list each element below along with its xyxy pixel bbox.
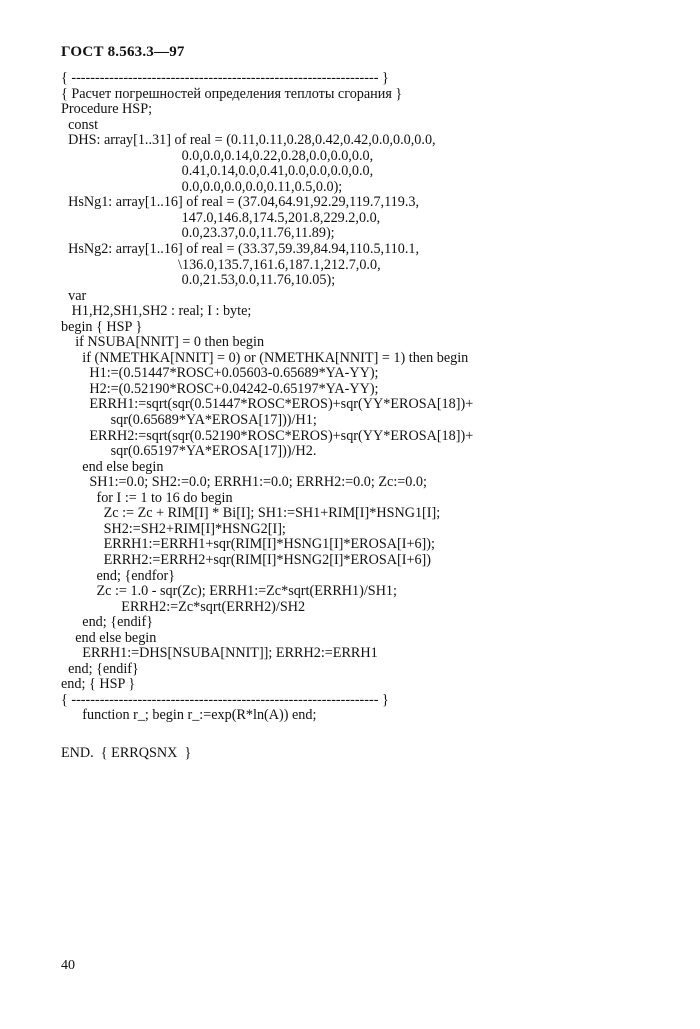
- code-line: Procedure HSP;: [61, 101, 153, 118]
- code-line: for I := 1 to 16 do begin: [61, 489, 233, 506]
- code-line: begin { HSP }: [61, 318, 143, 335]
- code-line: ERRH1:=ERRH1+sqr(RIM[I]*HSNG1[I]*EROSA[I+6]);: [61, 536, 435, 553]
- program-end-line: END. { ERRQSNX }: [61, 744, 192, 761]
- code-line: ERRH1:=sqrt(sqr(0.51447*ROSC*EROS)+sqr(YY*EROSA[18])+: [61, 396, 474, 413]
- page-header: ГОСТ 8.563.3—97: [61, 44, 185, 60]
- code-line: var: [61, 287, 87, 304]
- code-line: const: [61, 116, 99, 133]
- code-line: end; {endif}: [61, 614, 154, 631]
- code-line: end; {endfor}: [61, 567, 176, 584]
- code-line: end else begin: [61, 629, 157, 646]
- code-line: ERRH2:=Zc*sqrt(ERRH2)/SH2: [61, 598, 306, 615]
- code-line: sqr(0.65689*YA*EROSA[17]))/H1;: [61, 412, 317, 429]
- code-line: end; {endif}: [61, 660, 139, 677]
- code-line: 147.0,146.8,174.5,201.8,229.2,0.0,: [61, 209, 381, 226]
- code-line: { ----------------------------------------------------------------- }: [61, 70, 389, 86]
- code-line: Zc := Zc + RIM[I] * Bi[I]; SH1:=SH1+RIM[I]*HSNG1[I];: [61, 505, 441, 522]
- code-line: 0.0,23.37,0.0,11.76,11.89);: [61, 225, 335, 242]
- code-line: SH2:=SH2+RIM[I]*HSNG2[I];: [61, 520, 286, 537]
- code-line: ERRH2:=sqrt(sqr(0.52190*ROSC*EROS)+sqr(YY*EROSA[18])+: [61, 427, 474, 444]
- code-line: H1,H2,SH1,SH2 : real; I : byte;: [61, 303, 252, 320]
- code-line: sqr(0.65197*YA*EROSA[17]))/H2.: [61, 443, 317, 460]
- code-line: ERRH2:=ERRH2+sqr(RIM[I]*HSNG2[I]*EROSA[I+6]): [61, 551, 431, 568]
- code-line: 0.41,0.14,0.0,0.41,0.0,0.0,0.0,0.0,: [61, 163, 374, 180]
- code-line: HsNg1: array[1..16] of real = (37.04,64.91,92.29,119.7,119.3,: [61, 194, 420, 211]
- code-line: end; { HSP }: [61, 676, 136, 693]
- code-line: H2:=(0.52190*ROSC+0.04242-0.65197*YA-YY);: [61, 380, 379, 397]
- code-line: { ----------------------------------------------------------------- }: [61, 691, 389, 708]
- code-line: SH1:=0.0; SH2:=0.0; ERRH1:=0.0; ERRH2:=0.0; Zc:=0.0;: [61, 474, 427, 491]
- code-line: 0.0,0.0,0.0,0.0,0.11,0.5,0.0);: [61, 178, 343, 195]
- code-line: DHS: array[1..31] of real = (0.11,0.11,0.28,0.42,0.42,0.0,0.0,0.0,: [61, 132, 436, 149]
- code-line: ERRH1:=DHS[NSUBA[NNIT]]; ERRH2:=ERRH1: [61, 645, 378, 662]
- code-line: 0.0,0.0,0.14,0.22,0.28,0.0,0.0,0.0,: [61, 147, 374, 164]
- code-line: 0.0,21.53,0.0,11.76,10.05);: [61, 272, 336, 289]
- code-line: Zc := 1.0 - sqr(Zc); ERRH1:=Zc*sqrt(ERRH1)/SH1;: [61, 583, 397, 600]
- code-line: if (NMETHKA[NNIT] = 0) or (NMETHKA[NNIT] = 1) then begin: [61, 349, 469, 366]
- page-number: 40: [61, 958, 75, 973]
- code-line: if NSUBA[NNIT] = 0 then begin: [61, 334, 265, 351]
- code-listing: [61, 71, 661, 762]
- code-line: end else begin: [61, 458, 164, 475]
- code-line: { Расчет погрешностей определения теплоты сгорания }: [61, 85, 403, 102]
- code-line: HsNg2: array[1..16] of real = (33.37,59.39,84.94,110.5,110.1,: [61, 241, 420, 258]
- code-line: H1:=(0.51447*ROSC+0.05603-0.65689*YA-YY);: [61, 365, 379, 382]
- code-line: \136.0,135.7,161.6,187.1,212.7,0.0,: [61, 256, 381, 273]
- code-line: function r_; begin r_:=exp(R*ln(A)) end;: [61, 707, 317, 724]
- blank-line: [61, 724, 661, 746]
